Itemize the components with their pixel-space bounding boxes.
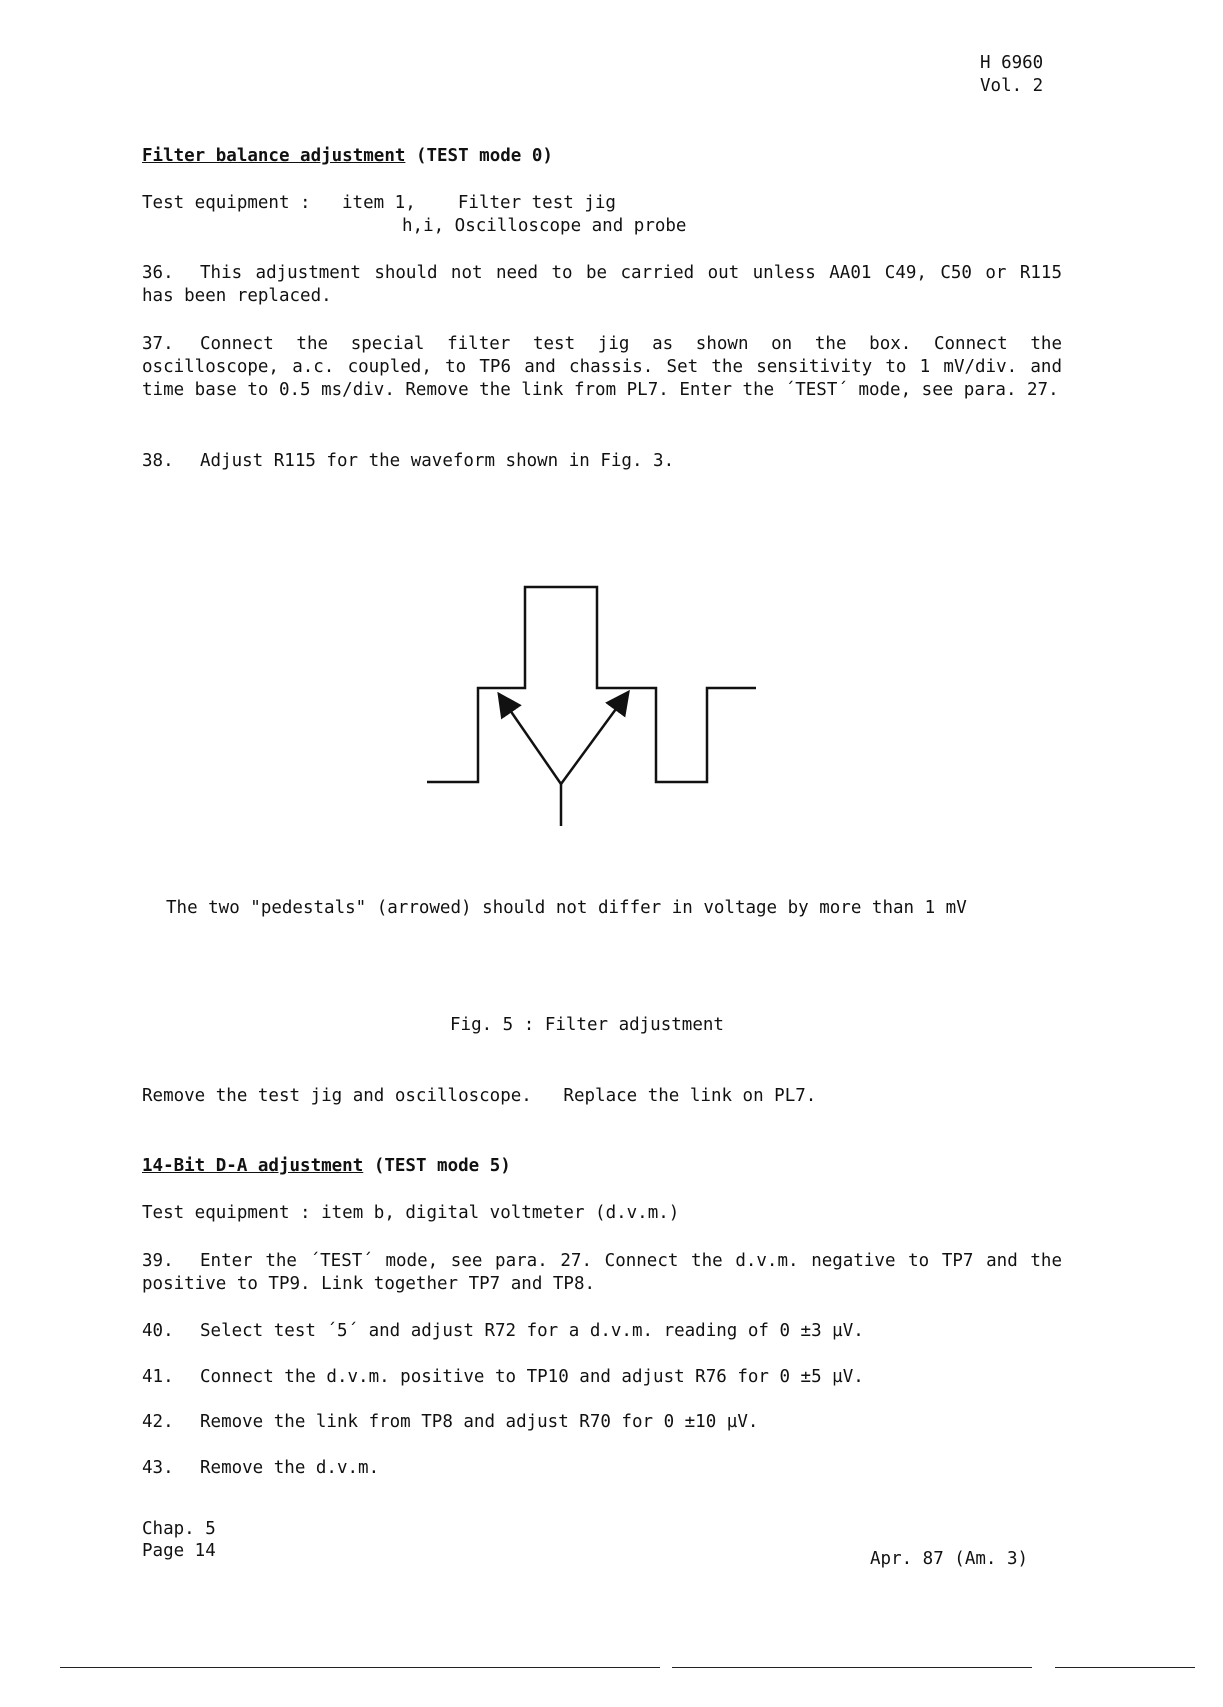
paragraph-number: 38. bbox=[142, 451, 174, 471]
paragraph-text: Connect the special filter test jig as shown on the box. Connect the oscilloscope, a.c. coupled, to TP6 and chassis. Set the sensitivity to 1 mV/div. and time base to 0.5 ms/div. Remove the link from PL7. Enter the ´TEST´ mode, see para. 27. bbox=[142, 334, 1062, 400]
paragraph-text: This adjustment should not need to be carried out unless AA01 C49, C50 or R115 has been replaced. bbox=[142, 263, 1062, 306]
paragraph-39 bbox=[142, 1250, 1062, 1296]
after-figure-instruction: Remove the test jig and oscilloscope. Replace the link on PL7. bbox=[142, 1086, 817, 1106]
paragraph-number: 43. bbox=[142, 1458, 174, 1478]
equipment-line-2: h,i, Oscilloscope and probe bbox=[402, 216, 687, 236]
paragraph-text: Remove the link from TP8 and adjust R70 for 0 ±10 µV. bbox=[200, 1412, 759, 1432]
paragraph-number: 37. bbox=[142, 334, 174, 354]
section-title-mode: (TEST mode 5) bbox=[373, 1156, 511, 1176]
paragraph-number: 41. bbox=[142, 1367, 174, 1387]
section-title-text: 14-Bit D-A adjustment bbox=[142, 1156, 364, 1176]
figure-note: The two "pedestals" (arrowed) should not differ in voltage by more than 1 mV bbox=[166, 898, 967, 918]
bottom-rule bbox=[60, 1667, 660, 1668]
section-title-14bit-da bbox=[142, 1155, 511, 1178]
section-title-text: Filter balance adjustment bbox=[142, 146, 406, 166]
volume-number: Vol. 2 bbox=[980, 76, 1044, 96]
arrow-left-pedestal bbox=[503, 700, 561, 784]
footer-page: Page 14 bbox=[142, 1541, 216, 1561]
document-number: H 6960 bbox=[980, 53, 1044, 73]
paragraph-text: Select test ´5´ and adjust R72 for a d.v.m. reading of 0 ±3 µV. bbox=[200, 1321, 864, 1341]
paragraph-text: Enter the ´TEST´ mode, see para. 27. Connect the d.v.m. negative to TP7 and the positive to TP9. Link together TP7 and TP8. bbox=[142, 1251, 1062, 1294]
paragraph-number: 40. bbox=[142, 1321, 174, 1341]
bottom-rule bbox=[1055, 1667, 1195, 1668]
paragraph-text: Connect the d.v.m. positive to TP10 and adjust R76 for 0 ±5 µV. bbox=[200, 1367, 864, 1387]
section-title-mode: (TEST mode 0) bbox=[415, 146, 553, 166]
test-equipment-label: Test equipment : bbox=[142, 193, 311, 213]
equipment-line-1: item 1, Filter test jig bbox=[342, 193, 616, 213]
paragraph-text: Remove the d.v.m. bbox=[200, 1458, 380, 1478]
waveform-trace bbox=[427, 587, 756, 782]
paragraph-42 bbox=[142, 1411, 1062, 1434]
paragraph-43 bbox=[142, 1457, 1062, 1480]
paragraph-40 bbox=[142, 1320, 1062, 1343]
bottom-rule bbox=[672, 1667, 1032, 1668]
arrow-right-pedestal bbox=[561, 698, 624, 784]
test-equipment-line: Test equipment : item b, digital voltmeter (d.v.m.) bbox=[142, 1203, 680, 1223]
footer-date: Apr. 87 (Am. 3) bbox=[870, 1549, 1029, 1569]
paragraph-41 bbox=[142, 1366, 1062, 1389]
footer-chapter: Chap. 5 bbox=[142, 1519, 216, 1539]
paragraph-number: 39. bbox=[142, 1251, 174, 1271]
paragraph-text: Adjust R115 for the waveform shown in Fig. 3. bbox=[200, 451, 675, 471]
paragraph-number: 42. bbox=[142, 1412, 174, 1432]
paragraph-number: 36. bbox=[142, 263, 174, 283]
figure-caption: Fig. 5 : Filter adjustment bbox=[450, 1015, 724, 1035]
